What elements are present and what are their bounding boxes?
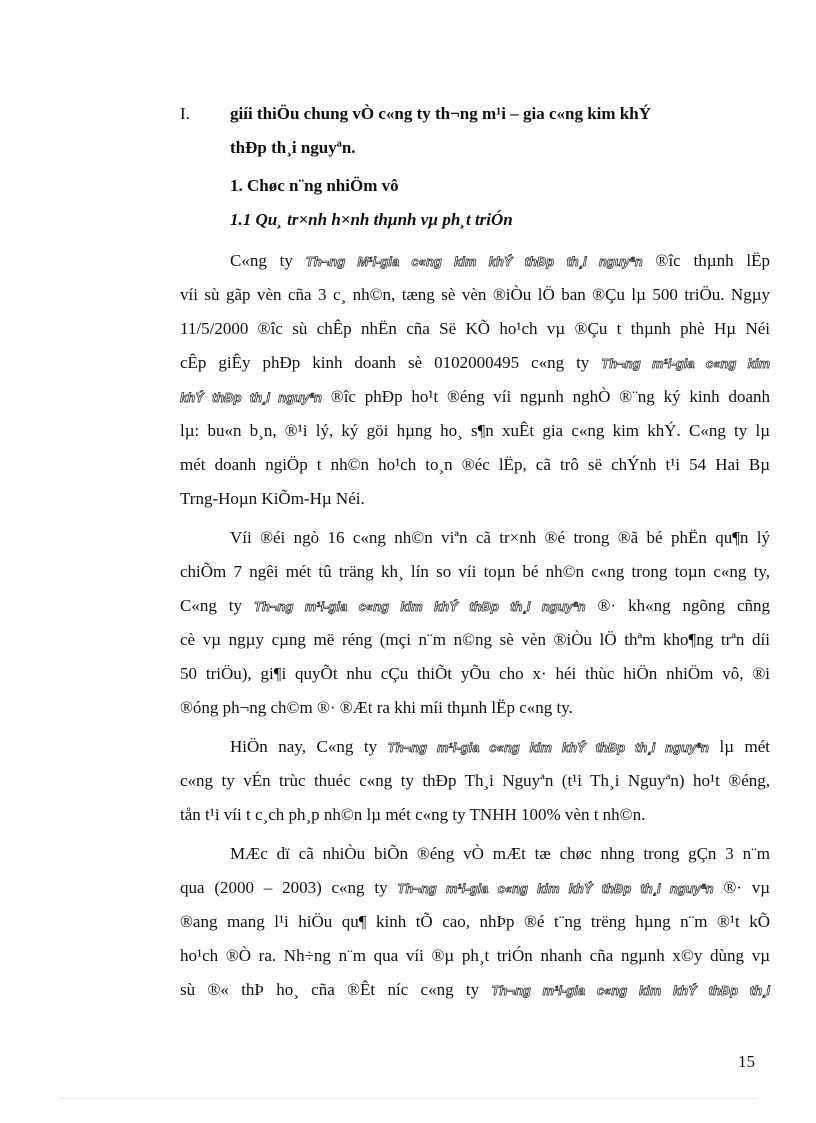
p2-line4: cè vµ ngµy cµng më réng (mçi n¨m n©ng sè vèn ®iÒu lÖ thªm kho¶ng trªn díi bbox=[180, 630, 770, 649]
p2-line6: ®óng ph¬ng ch©m ®· ®Æt ra khi míi thµnh lËp c«ng ty. bbox=[180, 698, 573, 717]
p1-line1: C«ng ty Th¬ng M¹i-gia c«ng kim khÝ thÐp th¸i nguyªn ®îc thµnh lËp bbox=[230, 251, 771, 270]
company-name: Th¬ng m¹i-gia c«ng kim khÝ thÐp th¸i bbox=[491, 983, 770, 998]
p1-line8: Trng-Hoµn KiÕm-Hµ Néi. bbox=[180, 489, 365, 508]
company-name: Th¬ng M¹i-gia c«ng kim khÝ thÐp th¸i nguyªn bbox=[305, 254, 643, 269]
p1-line4: cÊp giÊy phÐp kinh doanh sè 0102000495 c«ng ty Th¬ng m¹i-gia c«ng kim bbox=[180, 353, 771, 372]
p4-line1: MÆc dï cã nhiÒu biÕn ®éng vÒ mÆt tæ chøc nhng trong gÇn 3 n¨m bbox=[230, 844, 770, 863]
section-heading bbox=[180, 97, 780, 167]
company-name: Th¬ng m¹i-gia c«ng kim khÝ thÐp th¸i nguyªn bbox=[254, 599, 586, 614]
p2-line2: chiÕm 7 ngêi mét tû träng kh¸ lín so víi toµn bé nh©n c«ng trong toµn c«ng ty, bbox=[180, 562, 770, 581]
company-name: Th¬ng m¹i-gia c«ng kim khÝ thÐp th¸i nguyªn bbox=[397, 881, 714, 896]
heading-text-line1: giíi thiÖu chung vÒ c«ng ty th¬ng m¹i – gia c«ng kim khÝ bbox=[230, 104, 651, 123]
p1-line7: mét doanh ngiÖp t nh©n ho¹ch to¸n ®éc lËp, cã trô së chÝnh t¹i 54 Hai Bµ bbox=[180, 455, 770, 474]
page-number: 15 bbox=[738, 1052, 755, 1071]
p1-line5: khÝ thÐp th¸i nguyªn ®îc phÐp ho¹t ®éng víi ngµnh nghÒ ®¨ng ký kinh doanh bbox=[180, 387, 771, 406]
p4-line2: qua (2000 – 2003) c«ng ty Th¬ng m¹i-gia c«ng kim khÝ thÐp th¸i nguyªn ®· vµ bbox=[180, 878, 771, 897]
p4-line3: ®ang mang l¹i hiÖu qu¶ kinh tÕ cao, nhÞp ®é t¨ng trëng hµng n¨m ®¹t kÕ bbox=[180, 912, 770, 931]
p2-line1: Víi ®éi ngò 16 c«ng nh©n viªn cã tr×nh ®é trong ®ã bé phËn qu¶n lý bbox=[230, 528, 770, 547]
heading-text-line2: thÐp th¸i nguyªn. bbox=[230, 138, 356, 157]
p1-line3: 11/5/2000 ®îc sù chÊp nhËn cña Së KÕ ho¹ch vµ ®Çu t thµnh phè Hµ Néi bbox=[180, 319, 770, 338]
p3-line3: tån t¹i víi t c¸ch ph¸p nh©n lµ mét c«ng ty TNHH 100% vèn t nh©n. bbox=[180, 805, 646, 824]
p3-line1: HiÖn nay, C«ng ty Th¬ng m¹i-gia c«ng kim khÝ thÐp th¸i nguyªn lµ mét bbox=[230, 737, 771, 756]
footer-divider bbox=[60, 1098, 756, 1099]
p2-line3: C«ng ty Th¬ng m¹i-gia c«ng kim khÝ thÐp th¸i nguyªn ®· kh«ng ngõng cñng bbox=[180, 596, 771, 615]
p4-line4: ho¹ch ®Ò ra. Nh÷ng n¨m qua víi ®µ ph¸t triÓn nhanh cña ngµnh x©y dùng vµ bbox=[180, 946, 770, 965]
p1-line2: víi sù gãp vèn cña 3 c¸ nh©n, tæng sè vèn ®iÒu lÖ ban ®Çu lµ 500 triÖu. Ngµy bbox=[180, 285, 770, 304]
subheading: 1. Chøc n¨ng nhiÖm vô bbox=[230, 176, 399, 195]
company-name: Th¬ng m¹i-gia c«ng kim bbox=[601, 356, 771, 371]
company-name: khÝ thÐp th¸i nguyªn bbox=[180, 390, 322, 405]
p4-line5: sù ®« thÞ ho¸ cña ®Êt níc c«ng ty Th¬ng m¹i-gia c«ng kim khÝ thÐp th¸i bbox=[180, 980, 770, 999]
p3-line2: c«ng ty vÉn trùc thuéc c«ng ty thÐp Th¸i Nguyªn (t¹i Th¸i Nguyªn) ho¹t ®éng, bbox=[180, 771, 770, 790]
heading-number: I. bbox=[180, 104, 190, 123]
p2-line5: 50 triÖu), gi¶i quyÕt nhu cÇu thiÕt yÕu cho x· héi thùc hiÖn nhiÖm vô, ®i bbox=[180, 664, 770, 683]
p1-line6: lµ: bu«n b¸n, ®¹i lý, ký göi hµng ho¸ s¶n xuÊt gia c«ng kim khÝ. C«ng ty lµ bbox=[180, 421, 770, 440]
company-name: Th¬ng m¹i-gia c«ng kim khÝ thÐp th¸i nguyªn bbox=[387, 740, 709, 755]
section-title: 1.1 Qu¸ tr×nh h×nh thµnh vµ ph¸t triÓn bbox=[230, 210, 513, 229]
